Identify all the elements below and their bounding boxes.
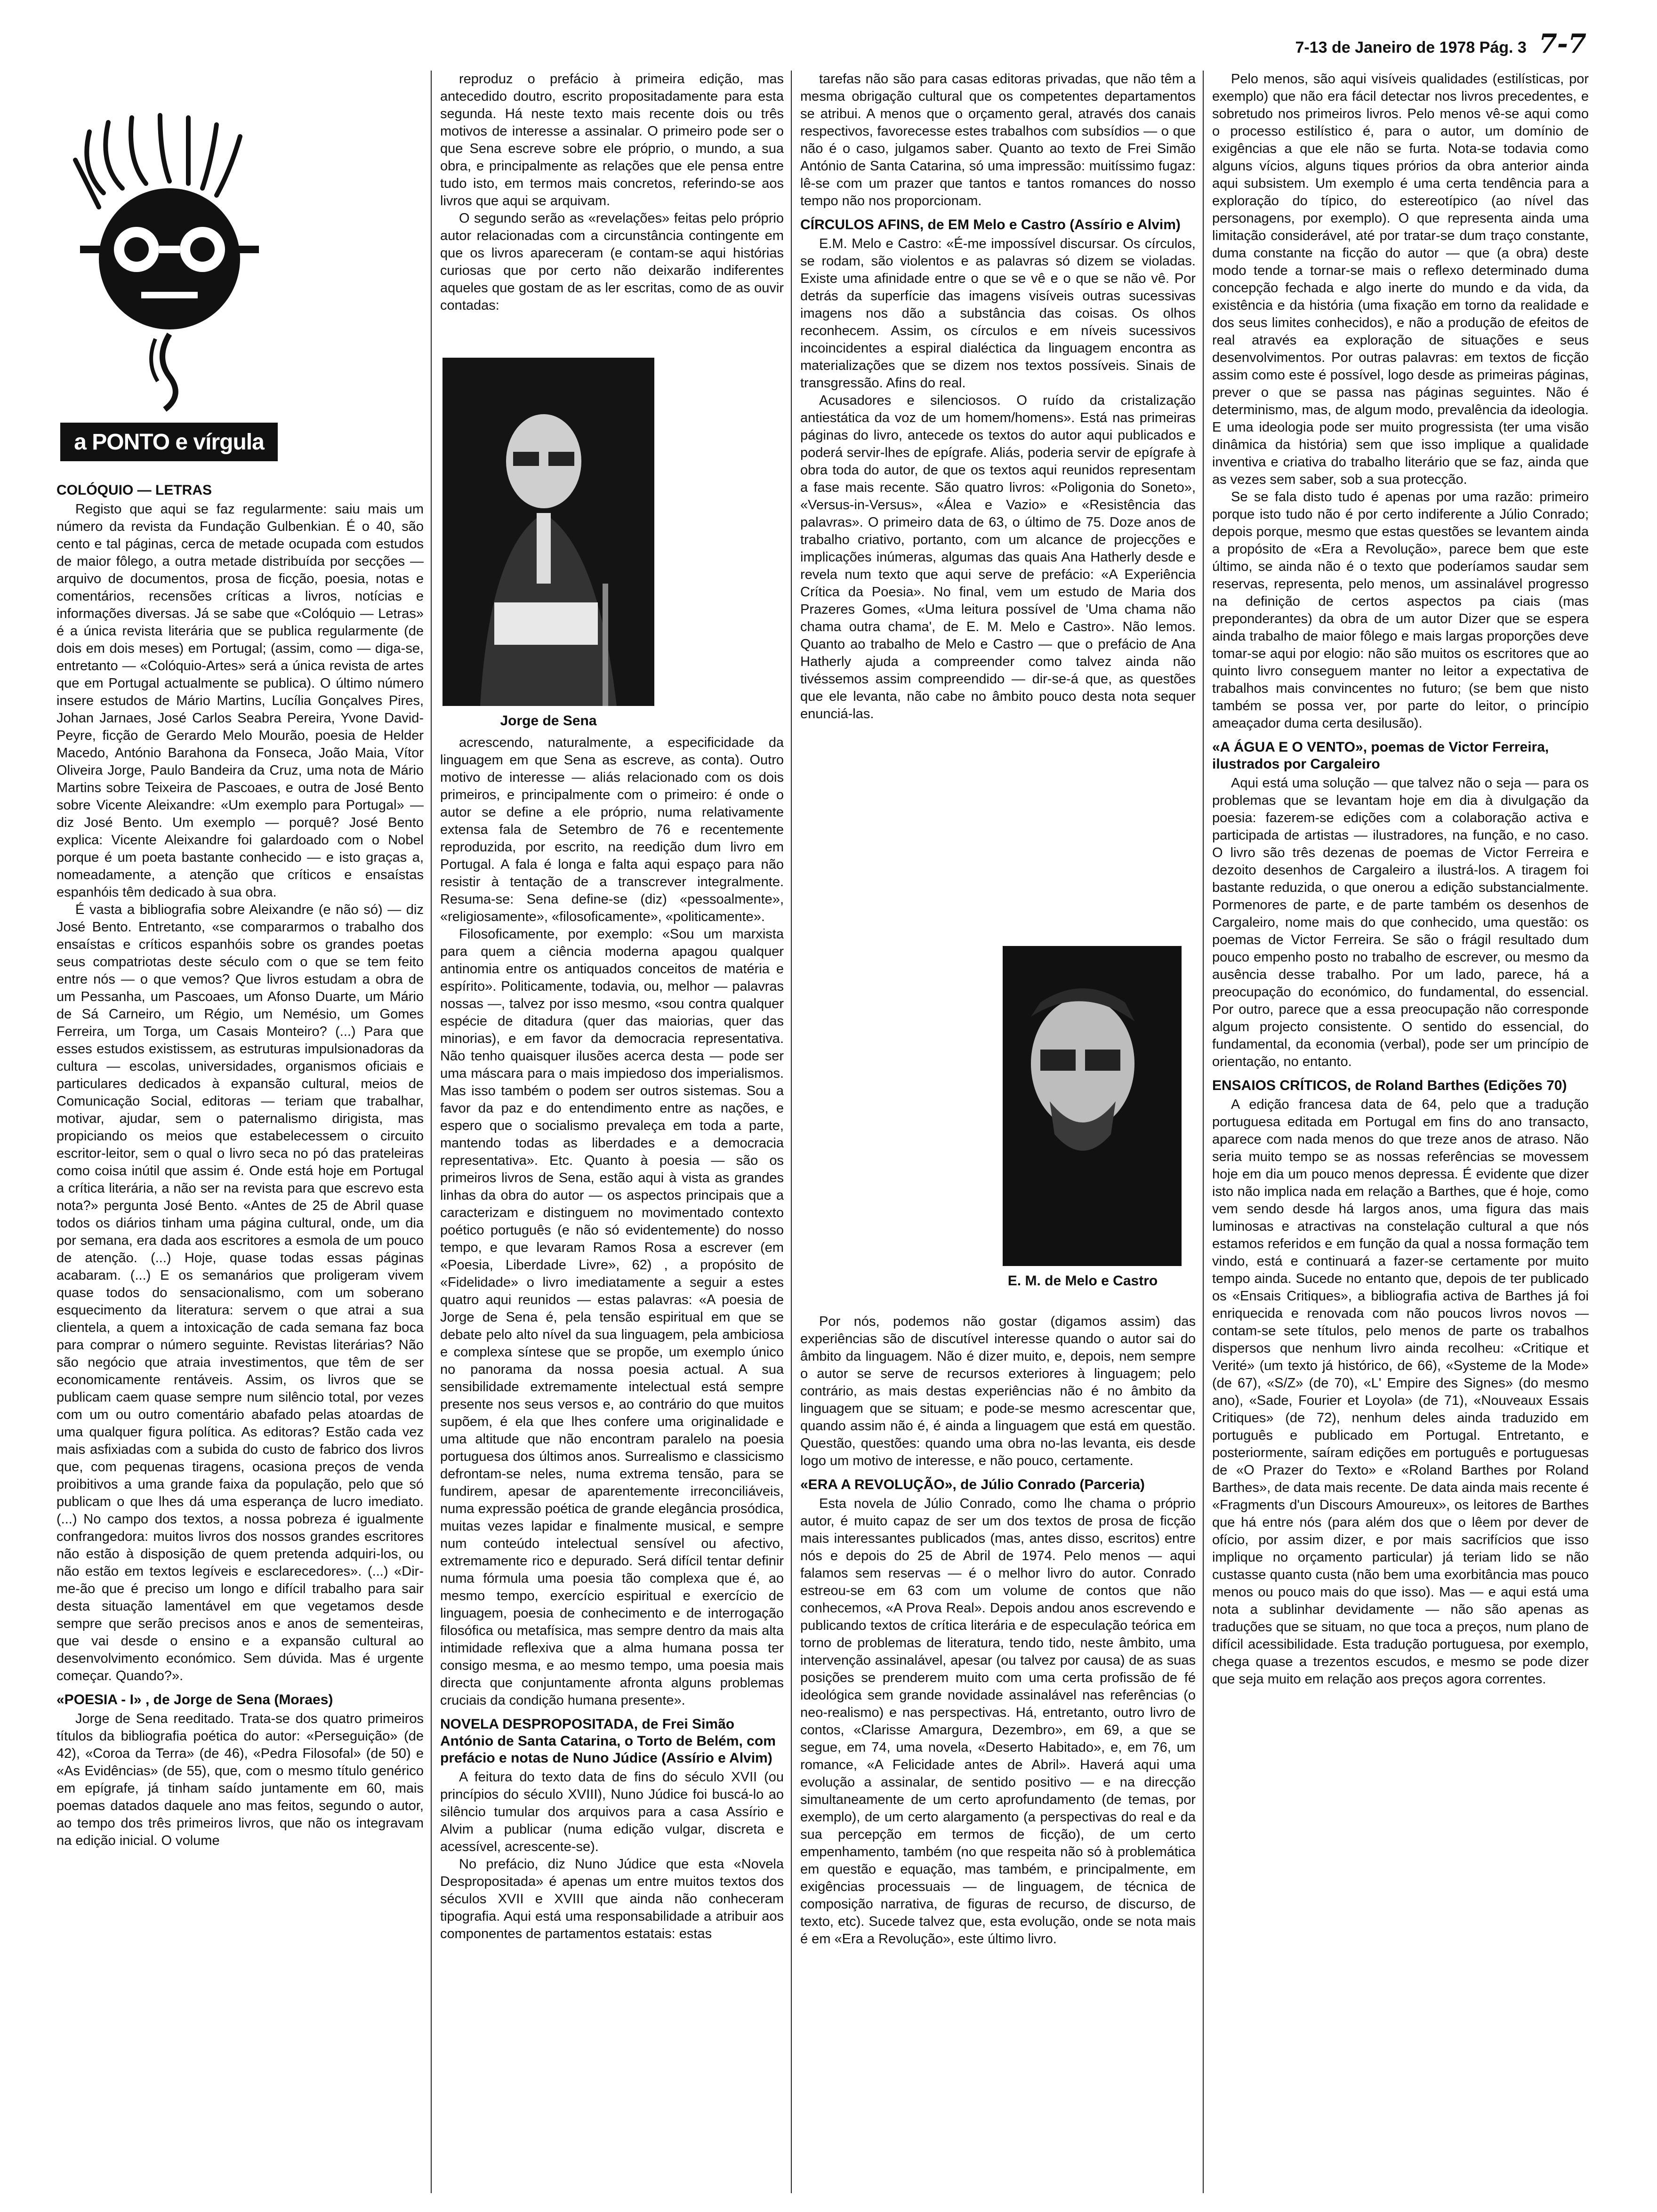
column-divider [431,71,432,2193]
article-title: «ERA A REVOLUÇÃO», de Júlio Conrado (Parceria) [800,1477,1145,1492]
article-column-1 [56,475,424,2193]
article-column-2-top [440,71,784,339]
article-title: CÍRCULOS AFINS, de EM Melo e Castro (Assírio e Alvim) [800,217,1181,232]
page-header [1295,28,1586,59]
portrait-photo [442,358,654,706]
paragraph: A edição francesa data de 64, pelo que a tradução portuguesa editada em Portugal em fins do ano transacto, aparece com nada menos do que treze anos de atraso. Não seria muito tempo se as nossas referências se movessem hoje em dia um pouco menos depressa. É evidente que dizer isto não implica nada em relação a Barthes, que é hoje, como vem sendo desde há largos anos, uma figura das mais luminosas e atractivas na constelação cultural a que nós estamos referidos e em função da qual a nossa formação tem vindo, está e continuará a fazer-se certamente por muito tempo ainda. Sucede no entanto que, depois de ter publicado os «Ensais Critiques», a bibliografia activa de Barthes já foi enriquecida e renovada com não poucos livros novos — contam-se sete títulos, pelo menos de parte os trabalhos dispersos que nenhum livro ainda recolheu: «Critique et Verité» (um texto já histórico, de 66), «Systeme de la Mode» (de 67), «S/Z» (de 70), «L' Empire des Signes» (do mesmo ano), «Sade, Fourier et Loyola» (de 71), «Nouveaux Essais Critiques» (de 72), nenhum deles ainda traduzido em português e publicado em Portugal. Entretanto, e posteriormente, saíram edições em português e portuguesas de «O Prazer do Texto» e «Roland Barthes por Roland Barthes», de data mais recente. De data ainda mais recente é «Fragments d'un Discours Amoureux», os leitores de Barthes que há entre nós (para além dos que o lêem por dever de ofício, por assim dizer, e por mais sacrifícios que isso implique no orçamento particular) já teriam lido se não custasse quanto custa (não bem uma exorbitância mas pouco menos ou pouco mais do que isso). Mas — e aqui está uma nota a sublinhar devidamente — não são apenas as traduções que se situam, no que toca a preços, num plano de difícil acessibilidade. Esta tradução portuguesa, por exemplo, chega quase a trezentos escudos, e mesmo se pode dizer que seja muito em relação aos preços agora correntes. [1212,1097,1589,1687]
paragraph: Por nós, podemos não gostar (digamos assim) das experiências são de discutível interesse quando o autor sai do âmbito da linguagem. Não é dizer muito, e, depois, nem sempre o autor se serve de recursos exteriores à linguagem; pelo contrário, as mais destas experiências não é no âmbito da linguagem que se situam; e pode-se mesmo acrescentar que, quando assim não é, é ainda a linguagem que está em questão. Questão, questões: quando uma obra no-las levanta, eis desde logo um motivo de interesse, e não pouco, certamente. [800,1314,1196,1468]
article-title: ENSAIOS CRÍTICOS, de Roland Barthes (Edições 70) [1212,1078,1567,1093]
paragraph: Aqui está uma solução — que talvez não o seja — para os problemas que se levantam hoje em dia à divulgação da poesia: fazerem-se edições com a colaboração activa e participada de artistas — ilustradores, na função, e no caso. O livro são três dezenas de poemas de Victor Ferreira e dezoito desenhos de Cargaleiro a ilustrá-los. A tiragem foi bastante reduzida, o que onerou a edição substancialmente. Pormenores de parte, e de parte também os desenhos de Cargaleiro, nome mais do que conhecido, uma questão: os poemas de Victor Ferreira. Se são o frágil resultado dum pouco empenho posto no trabalho de escrever, ou mesmo da ausência desse trabalho. Por um lado, parece, há a preocupação do económico, do fundamental, do essencial. Por outro, parece que a essa preocupação não corresponde algum projecto consistente. O sentido do essencial, do fundamental, da economia (verbal), pode ser um princípio de orientação, no entanto. [1212,776,1589,1069]
issue-date: 7-13 de Janeiro de 1978 Pág. 3 [1295,39,1527,56]
paragraph: acrescendo, naturalmente, a especificidade da linguagem em que Sena as escreve, as conta). Outro motivo de interesse — aliás relacionado com os dois primeiros, e principalmente com o primeiro: é onde o autor se define a ele próprio, numa relativamente extensa fala de Setembro de 76 e recentemente reproduzida, por escrito, na reedição dum livro em Portugal. A fala é longa e falta aqui espaço para não resistir à tentação de a transcrever integralmente. Resuma-se: Sena define-se (diz) «pessoalmente», «religiosamente», «filosoficamente», «politicamente». [440,735,784,924]
paragraph: Jorge de Sena reeditado. Trata-se dos quatro primeiros títulos da bibliografia poética do autor: «Perseguição» (de 42), «Coroa da Terra» (de 46), «Pedra Filosofal» (de 50) e «As Evidências» (de 55), que, com o mesmo título genérico em epígrafe, já tinham saído juntamente em 60, mais poemas datados daquele ano mas feitos, segundo o autor, ao tempo dos três primeiros livros, que não os integravam na edição inicial. O volume [56,1711,424,1848]
paragraph: Esta novela de Júlio Conrado, como lhe chama o próprio autor, é muito capaz de ser um dos textos de prosa de ficção mais interessantes publicados (mas, antes disso, escritos) entre nós e depois do 25 de Abril de 1974. Pelo menos — aqui falamos sem reservas — é o melhor livro do autor. Conrado estreou-se em 63 com um volume de contos que não conhecemos, «A Prova Real». Depois andou anos escrevendo e publicando textos de crítica literária e de especulação teórica em torno de problemas de literatura, tendo tido, neste âmbito, uma intervenção assinalável, apesar (ou talvez por causa) de as suas posições se prenderem muito com uma certa profissão de fé ideológica sem grande novidade assinalável nas referências (o neo-realismo) e nas perspectivas. Há, entretanto, outro livro de contos, «Clarisse Amargura, Dezembro», em 69, a que se segue, em 74, uma novela, «Deserto Habitado», e, em 76, um romance, «A Felicidade antes de Abril». Haverá aqui uma evolução a assinalar, de sentido positivo — e na direcção simultaneamente de um certo aprofundamento (de temas, por exemplo), de um certo alargamento (a perspectivas do real e da sua percepção em termos de ficção), de um certo empenhamento, também (no que respeita não só à problemática em questão e equação, mas também, e principalmente, em exigências processuais — de linguagem, de técnica de composição narrativa, de figuras de recurso, de discurso, de texto, etc). Sucede talvez que, esta evolução, onde se nota mais é em «Era a Revolução», este último livro. [800,1496,1196,1947]
article-title: NOVELA DESPROPOSITADA, de Frei Simão António de Santa Catarina, o Torto de Belém, com prefácio e notas de Nuno Júdice (Assírio e Alvim) [440,1716,776,1766]
portrait-photo [984,946,1182,1266]
section-logo [61,113,278,414]
paragraph: Filosoficamente, por exemplo: «Sou um marxista para quem a ciência moderna apagou qualquer antinomia entre os antiquados conceitos de matéria e espírito». Politicamente, todavia, ou, melhor — palavras nossas —, talvez por isso mesmo, «sou contra qualquer espécie de ditadura (quer das maiorias, quer das minorias), e em favor da democracia representativa. Não tenho quaisquer ilusões acerca desta — pode ser uma máscara para o mais impiedoso dos imperialismos. Mas isso também o podem ser outros sistemas. Sou a favor da paz e do entendimento entre as nações, e espero que o socialismo prevaleça em toda a parte, mantendo todas as liberdades e a democracia representativa». Etc. Quanto à poesia — são os primeiros livros de Sena, estão aqui à vista as grandes linhas da obra do autor — os aspectos principais que a caracterizam e distinguem no movimentado contexto poético português (e não só evidentemente) do nosso tempo, e que levaram Ramos Rosa a escrever (em «Poesia, Liberdade Livre», 62) , a propósito de «Fidelidade» o livro imediatamente a seguir a estes quatro aqui reunidos — estas palavras: «A poesia de Jorge de Sena é, pela tensão espiritual em que se debate pelo alto nível da sua linguagem, pela ambiciosa e complexa síntese que se propõe, um exemplo único no panorama da nossa poesia actual. A sua sensibilidade extremamente intelectual está sempre presente nos seus versos e, ao contrário do que muitos supõem, é ela que lhes confere uma originalidade e uma altitude que não encontram paralelo na poesia portuguesa dos últimos anos. Surrealismo e classicismo defrontam-se neles, numa extrema tensão, para se fundirem, apesar de aparentemente irreconciliáveis, numa expressão poética de grande elegância prosódica, muitas vezes lapidar e finalmente musical, e sempre num conteúdo intelectual sensível ou afectivo, extremamente rico e depurado. Será difícil tentar definir numa fórmula uma poesia tão complexa que é, ao mesmo tempo, exercício espiritual e exercício de linguagem, poesia de conhecimento e de interrogação filosófica ou metafísica, mas sempre dentro da mais alta intimidade reflexiva que a alma humana possa ter consigo mesma, e ao mesmo tempo, uma poesia mais directa que conjuntamente afronta alguns problemas cruciais da condição humana presente». [440,927,784,1708]
article-column-2 [440,734,784,2193]
paragraph: tarefas não são para casas editoras privadas, que não têm a mesma obrigação cultural que os competentes departamentos se atribui. A menos que o orçamento geral, através dos canais respectivos, favorecesse estes trabalhos com subsídios — o que não é o caso, julgamos saber. Quanto ao texto de Frei Simão António de Santa Catarina, só uma impressão: muitíssimo fugaz: lê-se com um prazer que tantos e tantos romances do nosso tempo não nos proporcionam. [800,72,1196,208]
article-title: «POESIA - I» , de Jorge de Sena (Moraes) [56,1692,333,1707]
masthead-logo: 7-7 [1538,28,1586,59]
paragraph: Se se fala disto tudo é apenas por uma razão: primeiro porque isto tudo não é por certo indiferente a Júlio Conrado; depois porque, mesmo que estas questões se levantem ainda a propósito de «Era a Revolução», parece bem que este último, se ainda não é o texto que poderíamos saudar sem reservas, representa, pelo menos, um assinalável progresso na definição de certos aspectos pa ciais (mas preponderantes) da obra de um autor Dizer que se espera ainda trabalho de maior fôlego e mais largas proporções deve tomar-se aqui por elogio: não são muitos os escritores que ao quinto livro conseguem manter no leitor a expectativa de trabalhos mais convincentes no futuro; (se bem que nisto também se possa ver, por parte do leitor, o princípio ameaçador duma certa desilusão). [1212,489,1589,731]
paragraph: No prefácio, diz Nuno Júdice que esta «Novela Despropositada» é apenas um entre muitos textos dos séculos XVII e XVIII que ainda não conheceram tipografia. Aqui está uma responsabilidade a atribuir aos componentes de partamentos estatais: estas [440,1857,784,1941]
paragraph: Pelo menos, são aqui visíveis qualidades (estilísticas, por exemplo) que não era fácil detectar nos livros precedentes, e sobretudo nos primeiros livros. Pelo menos vê-se aqui como o processo estilístico é, para o autor, um domínio de exigências a que ele não se furta. Nota-se todavia como alguns vícios, alguns tiques prórios da obra anterior ainda aqui subsistem. Um exemplo é uma certa tendência para a exploração do típico, do estereotípico (ao nível das personagens, por exemplo). O que representa ainda uma limitação considerável, até por tratar-se dum traço constante, duma constante na ficção do autor — que (a obra) deste modo tende a tornar-se mais o reflexo determinado duma concepção fechada e algo inerte do mundo e da vida, da existência e da história (uma fixação em torno da realidade e dos seus limites conhecidos), e não a produção de efeitos de real através ea exploração de situações e seus desenvolvimentos. Por outras palavras: em textos de ficção assim como este é possível, logo desde as primeiras páginas, prever o que se passa nas páginas seguintes. Não é determinismo, mas, de algum modo, prevalência da ideologia. E uma ideologia pode ser muito progressista (ter uma visão dinâmica da história) sem que isso implique a qualidade inventiva e criativa do trabalho literário que se faz, ainda que as vezes sem saber, sob a sua protecção. [1212,72,1589,487]
paragraph: Acusadores e silenciosos. O ruído da cristalização antiestática da voz de um homem/homens». Está nas primeiras páginas do livro, antecede os textos do autor aqui publicados e poderá servir-lhes de epígrafe. Aliás, poderia servir de epígrafe à obra toda do autor, de que os textos aqui reunidos representam a fase mais recente. São quatro livros: «Poligonia do Soneto», «Versus-in-Versus», «Álea e Vazio» e «Resistência das palavras». O primeiro data de 63, o último de 75. Doze anos de trabalho criativo, portanto, com um alcance de projecções e implicações inúmeras, algumas das quais Ana Hatherly desde e revela num texto que aqui serve de prefácio: «A Experiência Crítica da Poesia». No final, vem um estudo de Maria dos Prazeres Gomes, «Uma leitura possível de 'Uma chama não chama outra chama', de E. M. Melo e Castro». Não lemos. Quanto ao trabalho de Melo e Castro — que o prefácio de Ana Hatherly ajuda a compreender como talvez ainda não tivéssemos assim compreendido — dir-se-á que, as questões que ele levanta, não cabe no âmbito pouco desta nota sequer enunciá-las. [800,393,1196,721]
photo-caption: Jorge de Sena [500,713,597,729]
paragraph: É vasta a bibliografia sobre Aleixandre (e não só) — diz José Bento. Entretanto, «se compararmos o trabalho dos ensaístas e críticos espanhóis sobre os grandes poetas seus compatriotas deste século com o que se tem feito entre nós — o que vemos? Que livros estudam a obra de um Pessanha, um Pascoaes, um Afonso Duarte, um Mário de Sá Carneiro, um Régio, um Nemésio, um Gomes Ferreira, um Torga, um Casais Monteiro? (...) Para que esses estudos existissem, as estruturas impulsionadoras da cultura — escolas, universidades, organismos oficiais e particulares dedicados à expansão cultural, meios de Comunicação Social, editoras — teriam que trabalhar, motivar, ajudar, sem o paternalismo dirigista, mas propiciando os meios que estabelecessem o circuito escritor-leitor, sem o qual o livro seca no pó das prateleiras como coisa inútil que assim é. Onde está hoje em Portugal a crítica literária, a não ser na revista para que escrevo esta nota?» pergunta José Bento. «Antes de 25 de Abril quase todos os diários tinham uma página cultural, onde, um dia por semana, era dada aos escritores a esmola de um pouco de atenção. (...) Hoje, quase todas essas páginas acabaram. (...) E os semanários que proligeram vivem quase todos do sensacionalismo, com um soberano esquecimento da literatura: servem o que atrai a sua clientela, a quem a intoxicação de cada semana faz boca para comprar o número seguinte. Revistas literárias? Não são negócio que atraia investimentos, que têm de ser economicamente rentáveis. Assim, os livros que se publicam caem quase sempre num silêncio total, por vezes com um ou outro comentário abafado pelas atoardas de uma qualquer figura política. As editoras? Estão cada vez mais asfixiadas com a subida do custo de fabrico dos livros que, com pequenas tiragens, ocasiona preços de venda proibitivos a uma grande faixa da população, pelo que só publicam o que lhes dá uma esperança de lucro imediato. (...) No campo dos textos, a nossa pobreza é igualmente confrangedora: muitos livros dos nossos grandes escritores não estão à disposição de quem pretenda adquiri-los, ou não estão em textos legíveis e esclarecedores». (...) «Dir-me-ão que é preciso um longo e difícil trabalho para sair desta situação lamentável em que vegetamos desde sempre que serão precisos anos e anos de sementeiras, que vai desde o ensino e a expansão cultural ao desenvolvimento económico. Sem dúvida. Mas é urgente começar. Quando?». [56,902,424,1683]
article-column-4 [1212,71,1589,2193]
article-column-3 [800,1313,1196,2193]
column-divider [791,71,792,2193]
paragraph: Registo que aqui se faz regularmente: saiu mais um número da revista da Fundação Gulbenkian. É o 40, são cento e tal páginas, cerca de metade ocupada com estudos de maior fôlego, a outra metade distribuída por secções — arquivo de documentos, prosa de ficção, poesia, notas e comentários, recensões críticas a livros, notícias e informações diversas. Já se sabe que «Colóquio — Letras» é a única revista literária que se publica regularmente (de dois em dois meses) em Portugal; (assim, como — diga-se, entretanto — «Colóquio-Artes» será a única revista de artes que em Portugal actualmente se publica). O último número insere estudos de Mário Martins, Lucília Gonçalves Pires, Johan Jarnaes, José Carlos Seabra Pereira, Yvone David-Peyre, ficção de Gerardo Melo Mourão, poesia de Helder Macedo, António Barahona da Fonseca, João Maia, Vítor Oliveira Jorge, Paulo Bandeira da Cruz, uma nota de Mário Martins sobre Teixeira de Pascoaes, e outra de José Bento sobre Vicente Aleixandre: «Um exemplo para Portugal» — diz José Bento. Um exemplo — porquê? José Bento explica: Vicente Aleixandre foi galardoado com o Nobel porque é um poeta bastante conhecido — e isto graças a, nomeadamente, a atenção que críticos e ensaístas espanhóis têm dedicado à sua obra. [56,502,424,900]
section-banner: a PONTO e vírgula [60,423,278,461]
paragraph: reproduz o prefácio à primeira edição, mas antecedido doutro, escrito propositadamente para esta segunda. Há neste texto mais recente dois ou três motivos de interesse a assinalar. O primeiro pode ser o que Sena escreve sobre ele próprio, o mundo, a sua obra, e principalmente as relações que ele pensa entre tudo isto, em termos mais concretos, referindo-se aos livros que aqui se arquivam. [440,72,784,208]
face-emblem-icon [61,113,278,414]
article-title: «A ÁGUA E O VENTO», poemas de Victor Ferreira, ilustrados por Cargaleiro [1212,739,1549,772]
column-divider [1203,71,1204,2193]
photo-caption: E. M. de Melo e Castro [1007,1273,1158,1289]
paragraph: A feitura do texto data de fins do século XVII (ou princípios do século XVIII), Nuno Júdice foi buscá-lo ao silêncio tumular dos arquivos para a casa Assírio e Alvim a publicar (numa edição vulgar, discreta e acessível, acrescente-se). [440,1770,784,1854]
paragraph: O segundo serão as «revelações» feitas pelo próprio autor relacionadas com a circunstância contingente em que os livros apareceram (e contam-se aqui histórias curiosas que por certo não deixarão indiferentes aqueles que gostam de as ler escritas, como de as ouvir contadas: [440,211,784,313]
paragraph: E.M. Melo e Castro: «É-me impossível discursar. Os círculos, se rodam, são violentos e as palavras só dizem se violadas. Existe uma afinidade entre o que se vê e o que se não vê. Por detrás da superfície das imagens visíveis outras sucessivas imagens nos dão a substância das coisas. Os olhos reconhecem. Assim, os círculos e em níveis sucessivos incoincidentes a espiral dialéctica da linguagem encontra as materializações que se dizem nos textos possíveis. Sinais de transgressão. Afins do real. [800,236,1196,391]
article-title: COLÓQUIO — LETRAS [56,482,212,498]
